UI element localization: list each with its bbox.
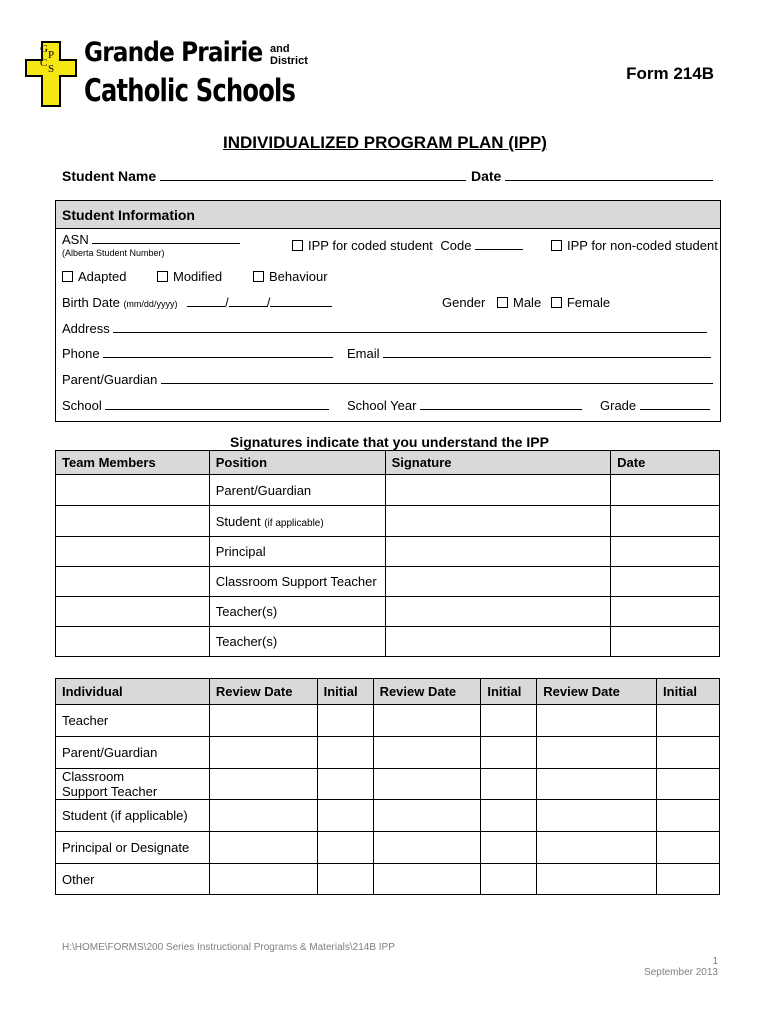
position-label: Classroom Support Teacher xyxy=(215,574,377,589)
modified-label: Modified xyxy=(173,269,223,284)
review-date-cell[interactable] xyxy=(537,769,657,800)
signatures-header-row xyxy=(56,451,720,475)
date-cell[interactable] xyxy=(611,506,720,537)
position-label: Parent/Guardian xyxy=(215,482,312,498)
student-name-label: Student Name xyxy=(62,168,157,184)
table-row xyxy=(56,537,720,567)
initial-cell[interactable] xyxy=(317,832,373,864)
address-label: Address xyxy=(62,321,110,336)
initial-cell[interactable] xyxy=(657,864,720,895)
behaviour-label: Behaviour xyxy=(269,269,328,284)
col-initial-3: Initial xyxy=(657,679,720,705)
gender-field xyxy=(442,295,610,310)
signatures-table xyxy=(55,450,720,657)
ipp-coded-option[interactable] xyxy=(292,238,523,253)
individual-cell: Other xyxy=(56,864,210,895)
modified-option[interactable] xyxy=(157,269,222,284)
footer-file-path: H:\HOME\FORMS\200 Series Instructional Programs & Materials\214B IPP xyxy=(62,942,395,953)
col-individual: Individual xyxy=(56,679,210,705)
logo-initial-s: S xyxy=(48,63,55,75)
phone-field[interactable] xyxy=(62,346,333,361)
table-row xyxy=(56,769,720,800)
position-cell xyxy=(209,475,385,506)
male-label: Male xyxy=(513,295,542,310)
table-row xyxy=(56,832,720,864)
team-member-cell[interactable] xyxy=(56,627,210,657)
logo-initial-g: G xyxy=(40,43,48,55)
col-date: Date xyxy=(611,451,720,475)
gender-label: Gender xyxy=(442,295,486,310)
review-date-cell[interactable] xyxy=(209,800,317,832)
male-checkbox[interactable] xyxy=(497,297,508,308)
date-label: Date xyxy=(471,168,502,184)
table-row xyxy=(56,737,720,769)
form-number: Form 214B xyxy=(626,64,714,83)
table-row xyxy=(56,567,720,597)
female-checkbox[interactable] xyxy=(551,297,562,308)
team-member-cell[interactable] xyxy=(56,506,210,537)
code-label: Code xyxy=(440,238,472,253)
team-member-cell[interactable] xyxy=(56,537,210,567)
review-date-cell[interactable] xyxy=(537,864,657,895)
review-header-row xyxy=(56,679,720,705)
date-cell[interactable] xyxy=(611,597,720,627)
school-field[interactable] xyxy=(62,398,329,413)
signature-cell[interactable] xyxy=(385,506,611,537)
review-date-cell[interactable] xyxy=(373,864,481,895)
grade-label: Grade xyxy=(600,398,637,413)
female-label: Female xyxy=(566,295,611,310)
student-name-field[interactable] xyxy=(62,168,466,184)
position-cell xyxy=(209,506,385,537)
logo-line1: Grande Prairie xyxy=(84,37,263,68)
review-date-cell[interactable] xyxy=(373,769,481,800)
date-cell[interactable] xyxy=(611,537,720,567)
review-date-cell[interactable] xyxy=(209,769,317,800)
team-member-cell[interactable] xyxy=(56,475,210,506)
ipp-non-coded-label: IPP for non-coded student xyxy=(567,238,718,253)
initial-cell[interactable] xyxy=(317,800,373,832)
review-date-cell[interactable] xyxy=(537,800,657,832)
initial-cell[interactable] xyxy=(481,864,537,895)
birth-date-field[interactable]: Birth Date (mm/dd/yyyy) / / xyxy=(62,295,332,310)
review-date-cell[interactable] xyxy=(537,737,657,769)
male-option[interactable] xyxy=(497,295,541,310)
position-label: Teacher(s) xyxy=(215,634,278,649)
address-field[interactable] xyxy=(62,321,707,336)
date-cell[interactable] xyxy=(611,567,720,597)
asn-label: ASN xyxy=(62,232,89,247)
position-label: Student xyxy=(215,513,261,529)
female-option[interactable] xyxy=(551,295,610,310)
initial-cell[interactable] xyxy=(657,705,720,737)
adapted-checkbox[interactable] xyxy=(62,271,73,282)
col-position: Position xyxy=(209,451,385,475)
logo-district: District xyxy=(270,55,308,67)
initial-cell[interactable] xyxy=(481,737,537,769)
signature-cell[interactable] xyxy=(385,597,611,627)
ipp-non-coded-checkbox[interactable] xyxy=(551,240,562,251)
col-signature: Signature xyxy=(385,451,611,475)
adapted-label: Adapted xyxy=(78,269,127,284)
school-label: School xyxy=(62,398,102,413)
initial-cell[interactable] xyxy=(481,705,537,737)
signature-cell[interactable] xyxy=(385,537,611,567)
col-review-date-3: Review Date xyxy=(537,679,657,705)
individual-cell: Principal or Designate xyxy=(56,832,210,864)
birth-date-label: Birth Date xyxy=(62,295,120,310)
footer-date: September 2013 xyxy=(644,967,718,978)
student-info-header xyxy=(56,201,720,229)
col-initial-1: Initial xyxy=(317,679,373,705)
date-cell[interactable] xyxy=(611,475,720,506)
review-date-cell[interactable] xyxy=(373,800,481,832)
initial-cell[interactable] xyxy=(317,769,373,800)
behaviour-option[interactable] xyxy=(253,269,328,284)
initial-cell[interactable] xyxy=(481,769,537,800)
table-row xyxy=(56,597,720,627)
individual-cell: Classroom Support Teacher xyxy=(56,769,210,800)
col-review-date-2: Review Date xyxy=(373,679,481,705)
ipp-non-coded-option[interactable] xyxy=(551,238,718,253)
parent-guardian-label: Parent/Guardian xyxy=(62,372,158,387)
individual-cell: Student (if applicable) xyxy=(56,800,210,832)
logo-initial-c: C xyxy=(40,57,48,69)
email-field[interactable] xyxy=(347,346,711,361)
position-cell xyxy=(209,597,385,627)
school-year-field[interactable] xyxy=(347,398,582,413)
col-review-date-1: Review Date xyxy=(209,679,317,705)
review-date-cell[interactable] xyxy=(209,705,317,737)
asn-field[interactable] xyxy=(62,232,240,247)
table-row xyxy=(56,705,720,737)
position-note: (if applicable) xyxy=(264,517,324,529)
table-row xyxy=(56,864,720,895)
modified-checkbox[interactable] xyxy=(157,271,168,282)
logo-and: and xyxy=(270,43,290,55)
date-field[interactable] xyxy=(471,168,713,184)
table-row xyxy=(56,475,720,506)
table-row xyxy=(56,627,720,657)
review-date-cell[interactable] xyxy=(537,705,657,737)
signature-cell[interactable] xyxy=(385,627,611,657)
review-date-cell[interactable] xyxy=(209,737,317,769)
table-row xyxy=(56,506,720,537)
review-date-cell[interactable] xyxy=(373,832,481,864)
team-member-cell[interactable] xyxy=(56,567,210,597)
initial-cell[interactable] xyxy=(657,832,720,864)
col-initial-2: Initial xyxy=(481,679,537,705)
individual-cell: Parent/Guardian xyxy=(56,737,210,769)
date-cell[interactable] xyxy=(611,627,720,657)
parent-guardian-field[interactable] xyxy=(62,372,713,387)
adapted-option[interactable] xyxy=(62,269,126,284)
initial-cell[interactable] xyxy=(657,800,720,832)
initial-cell[interactable] xyxy=(317,864,373,895)
review-table xyxy=(55,678,720,895)
initial-cell[interactable] xyxy=(481,832,537,864)
logo-initial-p: P xyxy=(48,49,55,61)
email-label: Email xyxy=(347,346,380,361)
signature-cell[interactable] xyxy=(385,567,611,597)
individual-cell: Teacher xyxy=(56,705,210,737)
position-cell xyxy=(209,567,385,597)
position-cell xyxy=(209,537,385,567)
student-info-heading: Student Information xyxy=(62,207,195,223)
review-date-cell[interactable] xyxy=(537,832,657,864)
school-year-label: School Year xyxy=(347,398,417,413)
review-date-cell[interactable] xyxy=(209,864,317,895)
review-date-cell[interactable] xyxy=(373,737,481,769)
initial-cell[interactable] xyxy=(657,769,720,800)
signatures-heading: Signatures indicate that you understand the IPP xyxy=(230,434,549,450)
asn-note: (Alberta Student Number) xyxy=(62,248,165,258)
review-date-cell[interactable] xyxy=(209,832,317,864)
birth-date-format: (mm/dd/yyyy) xyxy=(123,299,178,309)
phone-label: Phone xyxy=(62,346,100,361)
team-member-cell[interactable] xyxy=(56,597,210,627)
initial-cell[interactable] xyxy=(317,705,373,737)
ipp-coded-checkbox[interactable] xyxy=(292,240,303,251)
initial-cell[interactable] xyxy=(317,737,373,769)
page-title: INDIVIDUALIZED PROGRAM PLAN (IPP) xyxy=(223,133,547,152)
initial-cell[interactable] xyxy=(657,737,720,769)
signature-cell[interactable] xyxy=(385,475,611,506)
col-team-members: Team Members xyxy=(56,451,210,475)
logo-initials xyxy=(36,44,66,84)
position-label: Teacher(s) xyxy=(215,604,278,619)
review-date-cell[interactable] xyxy=(373,705,481,737)
table-row xyxy=(56,800,720,832)
grade-field[interactable] xyxy=(600,398,710,413)
position-label: Principal xyxy=(215,544,266,559)
ipp-coded-label: IPP for coded student xyxy=(308,238,433,253)
footer-page-number: 1 xyxy=(712,956,718,967)
initial-cell[interactable] xyxy=(481,800,537,832)
logo-line2: Catholic Schools xyxy=(84,73,296,109)
behaviour-checkbox[interactable] xyxy=(253,271,264,282)
position-cell xyxy=(209,627,385,657)
